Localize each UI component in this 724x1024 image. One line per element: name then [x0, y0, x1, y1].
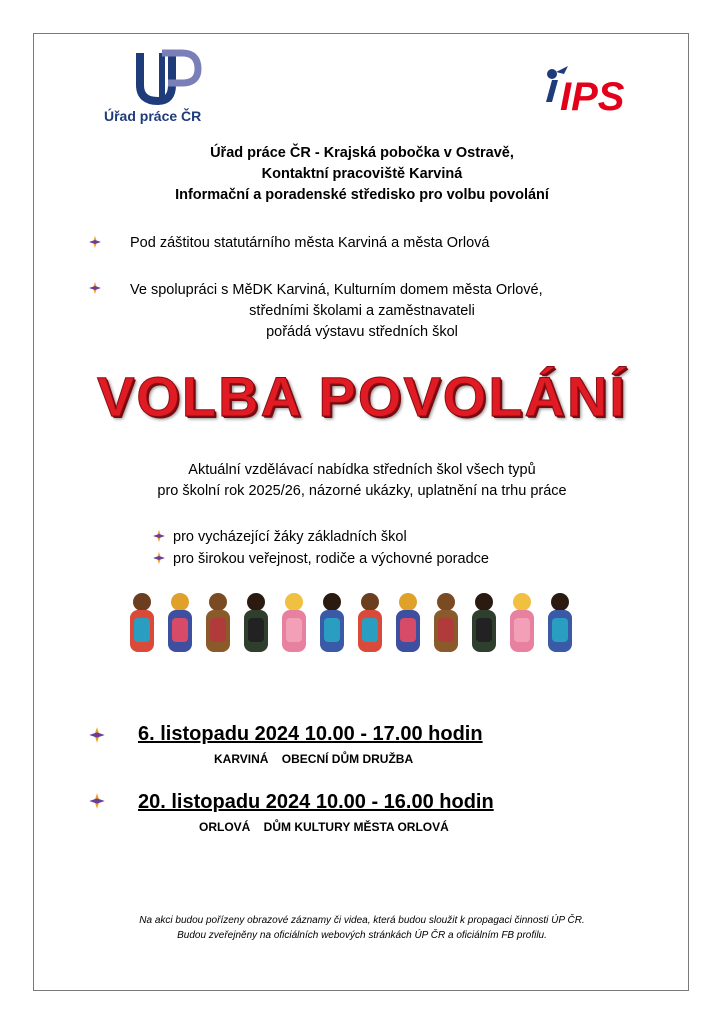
audience-item-2: pro širokou veřejnost, rodiče a výchovné poradce	[173, 551, 489, 567]
header-line-3: Informační a poradenské středisko pro volbu povolání	[175, 187, 549, 203]
ips-logo-icon	[534, 66, 632, 118]
footer-line-2: Budou zveřejněny na oficiálních webových stránkách ÚP ČR a oficiálním FB profilu.	[177, 930, 547, 941]
bullet-icon	[152, 529, 166, 543]
event-2-date: 20. listopadu 2024 10.00 - 16.00 hodin	[138, 791, 494, 813]
up-logo-text: Úřad práce ČR	[104, 108, 202, 124]
event-1-date: 6. listopadu 2024 10.00 - 17.00 hodin	[138, 723, 483, 745]
header-line-2: Kontaktní pracoviště Karviná	[261, 166, 463, 182]
footer-line-1: Na akci budou pořízeny obrazové záznamy či videa, která budou sloužit k propagaci činnosti ÚP ČR.	[139, 915, 585, 926]
intro-bullet-2-line-2: středními školami a zaměstnavateli	[249, 303, 475, 319]
intro-bullet-2-line-3: pořádá výstavu středních škol	[266, 324, 458, 340]
bullet-icon	[152, 551, 166, 565]
bullet-icon	[88, 235, 102, 249]
main-title: VOLBA POVOLÁNÍ	[97, 365, 627, 428]
intro-bullet-2-line-1: Ve spolupráci s MěDK Karviná, Kulturním domem města Orlové,	[130, 282, 543, 298]
description-line-1: Aktuální vzdělávací nabídka středních škol všech typů	[188, 462, 536, 478]
audience-item-1: pro vycházející žáky základních škol	[173, 529, 407, 545]
description-line-2: pro školní rok 2025/26, názorné ukázky, uplatnění na trhu práce	[157, 483, 567, 499]
intro-bullet-1: Pod záštitou statutárního města Karviná a města Orlová	[130, 235, 490, 251]
bullet-icon	[88, 792, 106, 810]
event-1-place: KARVINÁ OBECNÍ DŮM DRUŽBA	[214, 752, 414, 766]
up-logo-icon	[132, 47, 202, 107]
bullet-icon	[88, 726, 106, 744]
event-2-place: ORLOVÁ DŮM KULTURY MĚSTA ORLOVÁ	[199, 820, 449, 834]
ips-logo-text: IPS	[560, 75, 625, 118]
header-line-1: Úřad práce ČR - Krajská pobočka v Ostravě,	[210, 145, 514, 161]
bullet-icon	[88, 281, 102, 295]
students-illustration	[122, 590, 606, 660]
